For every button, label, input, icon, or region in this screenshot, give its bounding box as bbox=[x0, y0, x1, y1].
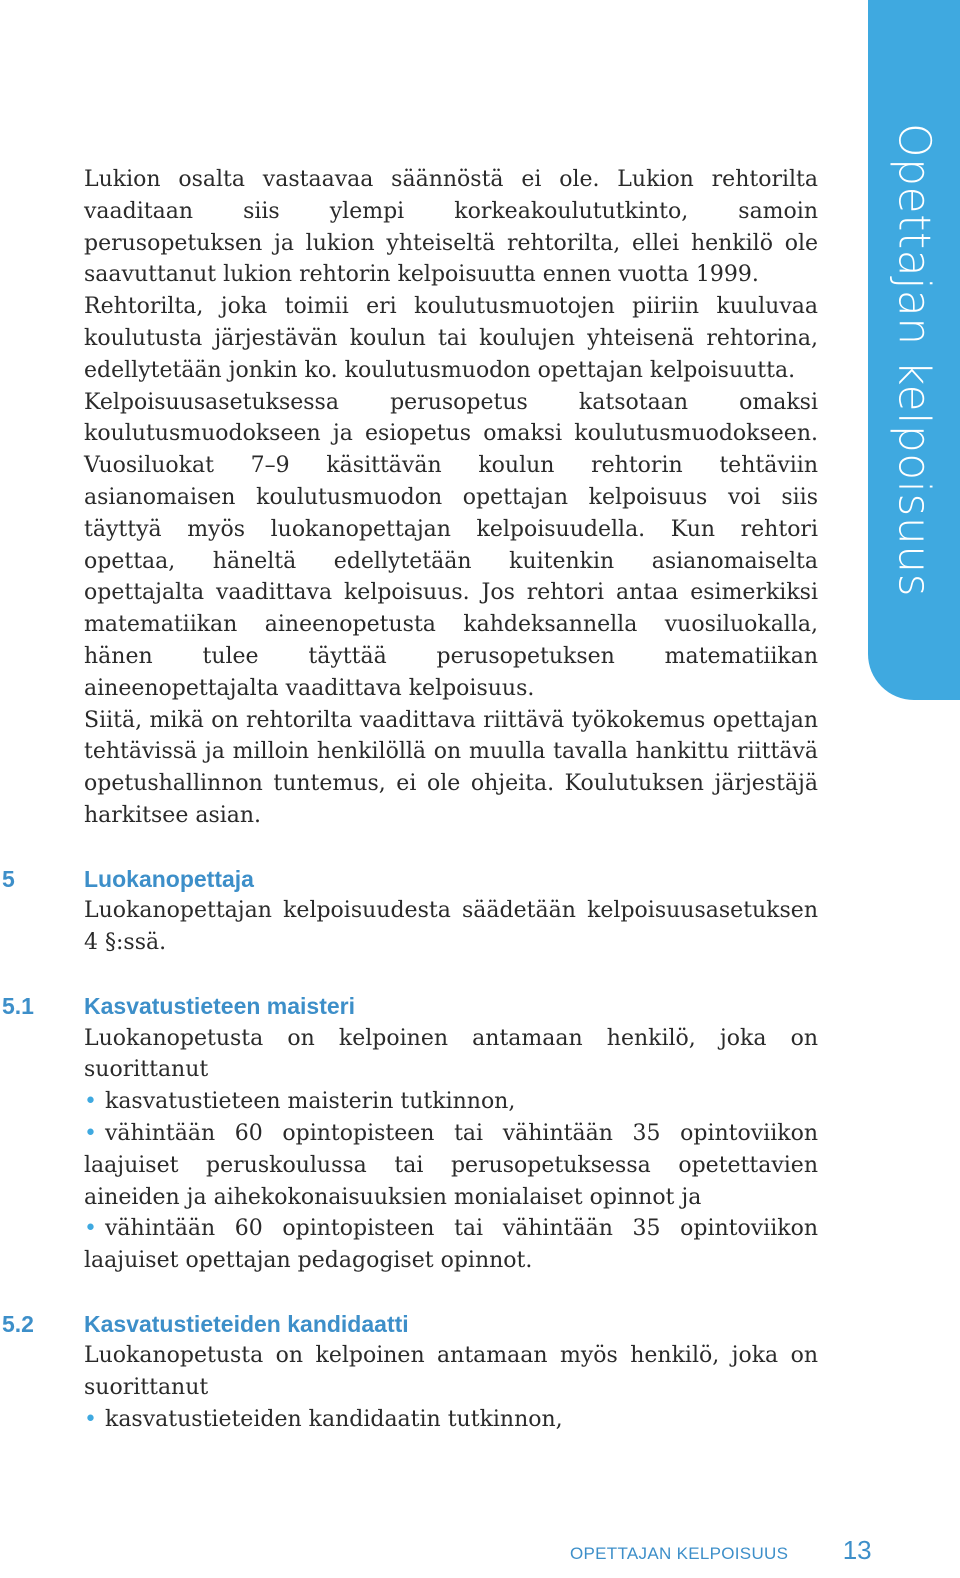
section-5-1-number: 5.1 bbox=[2, 992, 34, 1019]
page-content bbox=[2, 164, 818, 1436]
list-item: • vähintään 60 opintopisteen tai vähintään 35 opintoviikon laajuiset opettajan pedagogiset opinnot. bbox=[84, 1216, 818, 1274]
section-5-2-intro: Luokanopetusta on kelpoinen antamaan myös henkilö, joka on suorittanut bbox=[84, 1343, 818, 1401]
section-5-2-heading bbox=[2, 1309, 818, 1341]
section-5-title: Luokanopettaja bbox=[84, 865, 254, 892]
paragraph-yhteinen-rehtori: Rehtorilta, joka toimii eri koulutusmuotojen piiriin kuuluvaa koulutusta järjestävän koulun tai koulujen yhteisenä rehtorina, edellytetään jonkin ko. koulutusmuodon opettajan kelpoisuutta. bbox=[84, 294, 818, 383]
side-tab bbox=[868, 0, 960, 700]
bullet-icon: • bbox=[84, 1216, 97, 1242]
section-5-2-title: Kasvatustieteiden kandidaatti bbox=[84, 1310, 409, 1337]
section-5-text: Luokanopettajan kelpoisuudesta säädetään kelpoisuusasetuksen 4 §:ssä. bbox=[84, 898, 818, 956]
side-tab-title: Opettajan kelpoisuus bbox=[888, 122, 940, 598]
footer-label: OPETTAJAN KELPOISUUS bbox=[570, 1544, 789, 1563]
list-item: • kasvatustieteiden kandidaatin tutkinnon, bbox=[84, 1407, 563, 1433]
paragraph-tyokokemus: Siitä, mikä on rehtorilta vaadittava riittävä työkokemus opettajan tehtävissä ja milloin henkilöllä on muulla tavalla hankittu riittävä opetushallinnon tuntemus, ei ole ohjeita. Koulutuksen järjestäjä harkitsee asian. bbox=[84, 707, 818, 828]
page-number: 13 bbox=[842, 1535, 872, 1565]
section-5-1-title: Kasvatustieteen maisteri bbox=[84, 992, 356, 1019]
bullet-icon: • bbox=[84, 1120, 97, 1146]
bullet-icon: • bbox=[84, 1089, 97, 1115]
list-item: • kasvatustieteen maisterin tutkinnon, bbox=[84, 1089, 516, 1115]
paragraph-kelpoisuusasetus: Kelpoisuusasetuksessa perusopetus katsotaan omaksi koulutusmuodokseen ja esiopetus omaksi koulutusmuodokseen. Vuosiluokat 7–9 käsittävän koulun rehtorin tehtäviin asianomaisen koulutusmuodon opettajan kelpoisuus voi siis täyttyä myös luokanopettajan kelpoisuudella. Kun rehtori opettaa, häneltä edellytetään kuitenkin asianomaiselta opettajalta vaadittava kelpoisuus. Jos rehtori antaa esimerkiksi matematiikan aineenopetusta kahdeksannella vuosiluokalla, hänen tulee täyttää perusopetuksen matematiikan aineenopettajalta vaadittava kelpoisuus. bbox=[84, 389, 818, 701]
paragraph-lukion-rehtori: Lukion osalta vastaavaa säännöstä ei ole. Lukion rehtorilta vaaditaan siis ylempi korkeakoulututkinto, samoin perusopetuksen ja lukion yhteiseltä rehtorilta, ellei henkilö ole saavuttanut lukion rehtorin kelpoisuutta ennen vuotta 1999. bbox=[84, 167, 818, 288]
section-5-1-intro: Luokanopetusta on kelpoinen antamaan henkilö, joka on suorittanut bbox=[84, 1025, 818, 1083]
section-5-1-heading bbox=[2, 991, 818, 1023]
bullet-icon: • bbox=[84, 1407, 97, 1433]
page-footer bbox=[570, 1534, 872, 1566]
section-5-number: 5 bbox=[2, 865, 15, 892]
list-item: • vähintään 60 opintopisteen tai vähintään 35 opintoviikon laajuiset peruskoulussa tai perusopetuksessa opetettavien aineiden ja aihekokonaisuuksien monialaiset opinnot ja bbox=[84, 1120, 818, 1210]
section-5-2-number: 5.2 bbox=[2, 1310, 34, 1337]
section-5-heading bbox=[2, 864, 818, 896]
